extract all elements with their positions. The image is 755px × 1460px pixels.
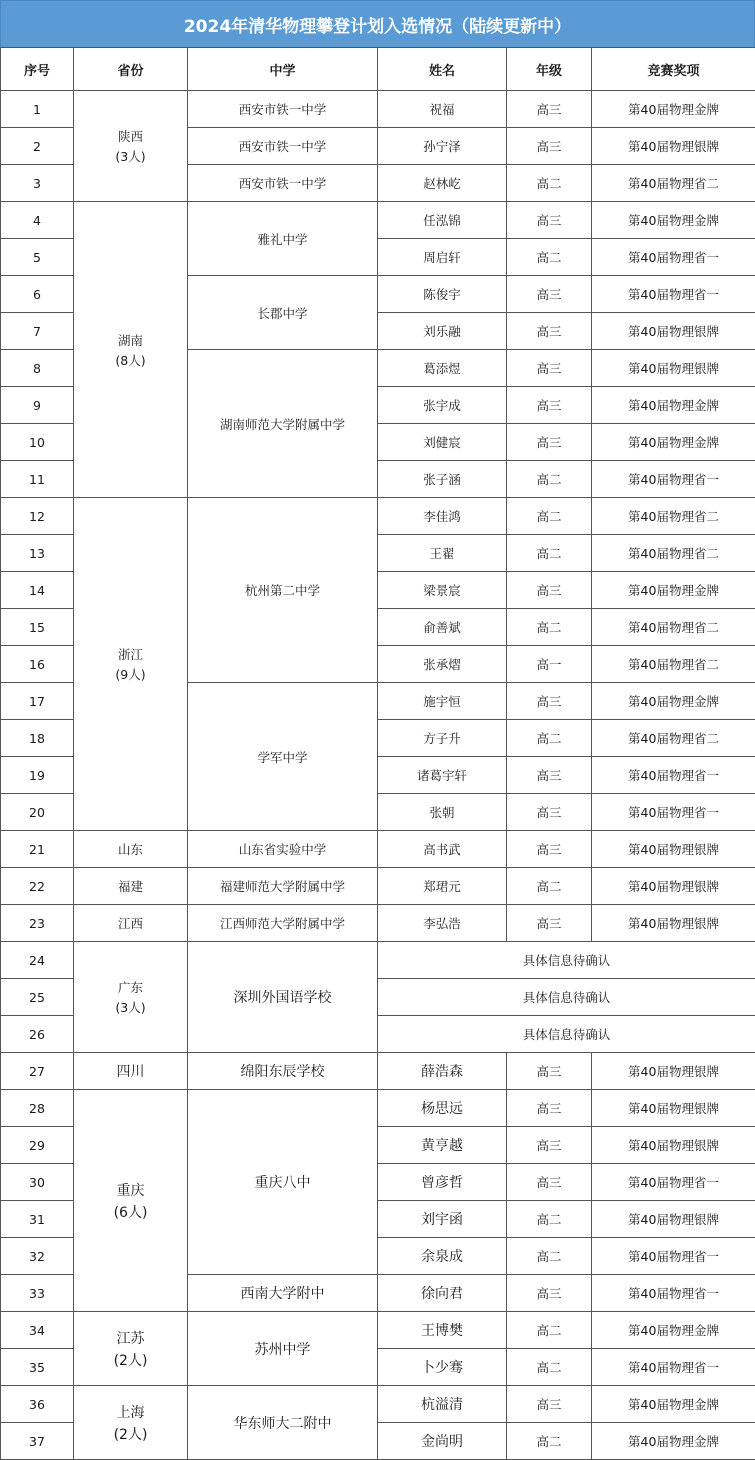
student-award: 第40届物理金牌 [592,424,755,461]
header-name: 姓名 [378,48,507,91]
row-number: 20 [1,794,74,831]
province-name: 江苏 [117,1331,145,1347]
student-name: 高书武 [378,831,507,868]
student-grade: 高三 [507,276,592,313]
student-grade: 高二 [507,1312,592,1349]
student-award: 第40届物理银牌 [592,1201,755,1238]
table-row [1,1053,755,1090]
table-row [1,1312,755,1349]
row-number: 37 [1,1423,74,1460]
student-name: 周启轩 [378,239,507,276]
student-award: 第40届物理省一 [592,276,755,313]
header-no: 序号 [1,48,74,91]
province-cell [74,498,188,831]
student-name: 俞善斌 [378,609,507,646]
student-award: 第40届物理银牌 [592,1090,755,1127]
school-cell: 西南大学附中 [188,1275,378,1312]
student-name: 梁景宸 [378,572,507,609]
table-row [1,868,755,905]
student-grade: 高二 [507,165,592,202]
row-number: 32 [1,1238,74,1275]
student-grade: 高三 [507,202,592,239]
row-number: 34 [1,1312,74,1349]
row-number: 4 [1,202,74,239]
student-name: 杨思远 [378,1090,507,1127]
student-name: 张宇成 [378,387,507,424]
row-number: 22 [1,868,74,905]
student-award: 第40届物理银牌 [592,868,755,905]
student-grade: 高三 [507,1164,592,1201]
student-grade: 高二 [507,720,592,757]
province-count: (9人) [74,665,187,683]
province-cell [74,1312,188,1386]
header-row [1,48,755,91]
province-name: 广东 [118,980,143,995]
student-award: 第40届物理银牌 [592,350,755,387]
student-name: 刘乐融 [378,313,507,350]
province-cell: 四川 [74,1053,188,1090]
student-grade: 高二 [507,1423,592,1460]
student-grade: 高三 [507,794,592,831]
student-name: 郑珺元 [378,868,507,905]
student-grade: 高三 [507,1275,592,1312]
province-count: (8人) [74,351,187,369]
student-name: 施宇恒 [378,683,507,720]
header-school: 中学 [188,48,378,91]
student-grade: 高三 [507,1127,592,1164]
student-grade: 高三 [507,572,592,609]
province-count: (3人) [74,998,187,1016]
province-count: (3人) [74,147,187,165]
student-grade: 高一 [507,646,592,683]
province-cell [74,202,188,498]
student-name: 徐向君 [378,1275,507,1312]
student-grade: 高二 [507,1349,592,1386]
row-number: 33 [1,1275,74,1312]
province-cell: 江西 [74,905,188,942]
student-grade: 高三 [507,350,592,387]
student-award: 第40届物理金牌 [592,91,755,128]
student-award: 第40届物理银牌 [592,905,755,942]
student-name: 张子涵 [378,461,507,498]
student-name: 孙宁泽 [378,128,507,165]
province-name: 浙江 [118,647,143,662]
province-cell [74,91,188,202]
row-number: 17 [1,683,74,720]
row-number: 13 [1,535,74,572]
student-award: 第40届物理省一 [592,757,755,794]
student-name: 刘健宸 [378,424,507,461]
table-row [1,831,755,868]
school-cell: 西安市铁一中学 [188,91,378,128]
student-award: 第40届物理金牌 [592,1312,755,1349]
student-award: 第40届物理银牌 [592,831,755,868]
table-row [1,942,755,979]
student-award: 第40届物理省一 [592,239,755,276]
school-cell: 华东师大二附中 [188,1386,378,1460]
student-grade: 高三 [507,1386,592,1423]
school-cell: 山东省实验中学 [188,831,378,868]
student-grade: 高二 [507,1238,592,1275]
table-row [1,905,755,942]
row-number: 2 [1,128,74,165]
student-name: 薛浩森 [378,1053,507,1090]
student-name: 赵林屹 [378,165,507,202]
student-name: 刘宇函 [378,1201,507,1238]
row-number: 11 [1,461,74,498]
row-number: 28 [1,1090,74,1127]
school-cell: 深圳外国语学校 [188,942,378,1053]
row-number: 9 [1,387,74,424]
school-cell: 学军中学 [188,683,378,831]
student-name: 王博樊 [378,1312,507,1349]
student-name: 任泓锦 [378,202,507,239]
row-number: 35 [1,1349,74,1386]
header-province: 省份 [74,48,188,91]
row-number: 16 [1,646,74,683]
student-award: 第40届物理金牌 [592,683,755,720]
table-row [1,91,755,128]
school-cell: 福建师范大学附属中学 [188,868,378,905]
student-award: 第40届物理省一 [592,1349,755,1386]
province-cell [74,1090,188,1312]
school-cell: 西安市铁一中学 [188,128,378,165]
row-number: 25 [1,979,74,1016]
pending-info: 具体信息待确认 [378,979,755,1016]
row-number: 21 [1,831,74,868]
row-number: 7 [1,313,74,350]
row-number: 26 [1,1016,74,1053]
student-grade: 高二 [507,1201,592,1238]
student-award: 第40届物理银牌 [592,1053,755,1090]
student-grade: 高二 [507,461,592,498]
student-name: 方子升 [378,720,507,757]
student-award: 第40届物理省一 [592,461,755,498]
student-award: 第40届物理省一 [592,1238,755,1275]
student-grade: 高三 [507,1090,592,1127]
school-cell: 绵阳东辰学校 [188,1053,378,1090]
student-award: 第40届物理金牌 [592,1386,755,1423]
student-name: 卜少骞 [378,1349,507,1386]
row-number: 14 [1,572,74,609]
row-number: 3 [1,165,74,202]
student-name: 张承熠 [378,646,507,683]
student-grade: 高三 [507,128,592,165]
admission-table [0,47,755,1460]
student-grade: 高三 [507,313,592,350]
student-grade: 高二 [507,535,592,572]
student-name: 李弘浩 [378,905,507,942]
school-cell: 雅礼中学 [188,202,378,276]
student-name: 李佳鸿 [378,498,507,535]
row-number: 12 [1,498,74,535]
province-count: (6人) [74,1202,187,1222]
student-name: 王翟 [378,535,507,572]
row-number: 1 [1,91,74,128]
student-name: 祝福 [378,91,507,128]
row-number: 36 [1,1386,74,1423]
student-grade: 高三 [507,905,592,942]
pending-info: 具体信息待确认 [378,1016,755,1053]
province-count: (2人) [74,1350,187,1370]
student-name: 陈俊宇 [378,276,507,313]
student-award: 第40届物理省二 [592,535,755,572]
student-award: 第40届物理省一 [592,794,755,831]
row-number: 29 [1,1127,74,1164]
page-title: 2024年清华物理攀登计划入选情况（陆续更新中） [0,0,755,47]
student-name: 余泉成 [378,1238,507,1275]
student-award: 第40届物理省二 [592,646,755,683]
student-grade: 高三 [507,387,592,424]
row-number: 24 [1,942,74,979]
table-row [1,1386,755,1423]
province-name: 湖南 [118,333,143,348]
student-grade: 高二 [507,868,592,905]
province-name: 陕西 [118,129,143,144]
student-grade: 高三 [507,683,592,720]
student-grade: 高二 [507,498,592,535]
student-grade: 高二 [507,239,592,276]
student-award: 第40届物理银牌 [592,128,755,165]
student-name: 诸葛宇轩 [378,757,507,794]
row-number: 15 [1,609,74,646]
province-count: (2人) [74,1424,187,1444]
school-cell: 江西师范大学附属中学 [188,905,378,942]
row-number: 27 [1,1053,74,1090]
student-grade: 高三 [507,1053,592,1090]
student-name: 张朝 [378,794,507,831]
student-grade: 高二 [507,609,592,646]
row-number: 19 [1,757,74,794]
province-cell [74,942,188,1053]
row-number: 5 [1,239,74,276]
student-award: 第40届物理银牌 [592,313,755,350]
student-award: 第40届物理省二 [592,609,755,646]
header-award: 竞赛奖项 [592,48,755,91]
student-award: 第40届物理省二 [592,498,755,535]
student-award: 第40届物理省二 [592,165,755,202]
school-cell: 苏州中学 [188,1312,378,1386]
row-number: 8 [1,350,74,387]
student-grade: 高三 [507,831,592,868]
table-row [1,202,755,239]
student-name: 杭溢清 [378,1386,507,1423]
student-name: 金尚明 [378,1423,507,1460]
student-award: 第40届物理金牌 [592,387,755,424]
table-row [1,1090,755,1127]
table-row [1,498,755,535]
school-cell: 重庆八中 [188,1090,378,1275]
student-name: 黄亨越 [378,1127,507,1164]
province-name: 重庆 [117,1183,145,1199]
row-number: 6 [1,276,74,313]
student-award: 第40届物理省一 [592,1164,755,1201]
row-number: 10 [1,424,74,461]
row-number: 31 [1,1201,74,1238]
student-name: 曾彦哲 [378,1164,507,1201]
school-cell: 西安市铁一中学 [188,165,378,202]
student-award: 第40届物理金牌 [592,572,755,609]
row-number: 23 [1,905,74,942]
school-cell: 杭州第二中学 [188,498,378,683]
row-number: 18 [1,720,74,757]
school-cell: 湖南师范大学附属中学 [188,350,378,498]
student-grade: 高三 [507,424,592,461]
province-name: 上海 [117,1405,145,1421]
row-number: 30 [1,1164,74,1201]
header-grade: 年级 [507,48,592,91]
province-cell [74,1386,188,1460]
student-name: 葛添煜 [378,350,507,387]
student-award: 第40届物理省二 [592,720,755,757]
student-award: 第40届物理金牌 [592,1423,755,1460]
student-grade: 高三 [507,91,592,128]
pending-info: 具体信息待确认 [378,942,755,979]
student-award: 第40届物理金牌 [592,202,755,239]
student-grade: 高三 [507,757,592,794]
student-award: 第40届物理银牌 [592,1127,755,1164]
province-cell: 山东 [74,831,188,868]
province-cell: 福建 [74,868,188,905]
student-award: 第40届物理省一 [592,1275,755,1312]
school-cell: 长郡中学 [188,276,378,350]
